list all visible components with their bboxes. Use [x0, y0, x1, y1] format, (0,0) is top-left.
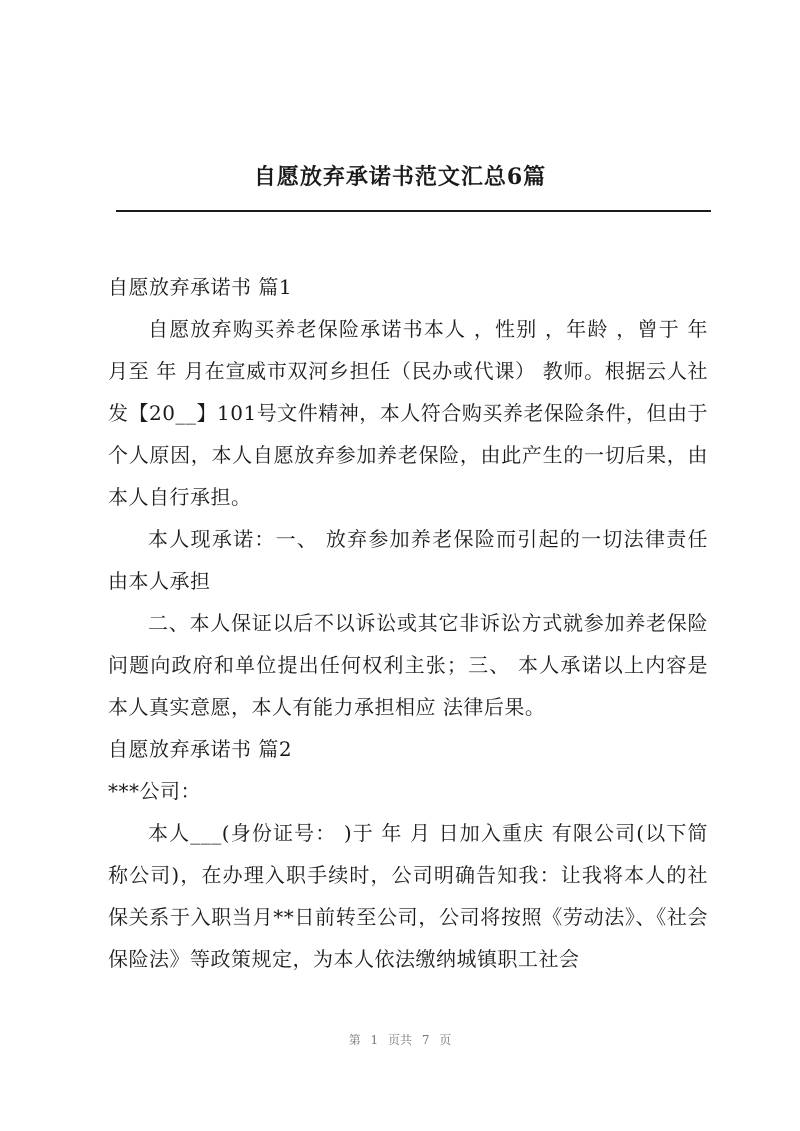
- page-number: 第 1 页共 7 页: [348, 1033, 452, 1047]
- paragraph-3: 二、本人保证以后不以诉讼或其它非诉讼方式就参加养老保险问题向政府和单位提出任何权利主张；三、 本人承诺以上内容是本人真实意愿，本人有能力承担相应 法律后果。: [108, 611, 708, 719]
- salutation: ***公司：: [108, 779, 201, 803]
- document-body: [108, 266, 708, 980]
- paragraph-2: 本人现承诺：一、 放弃参加养老保险而引起的一切法律责任由本人承担: [108, 527, 708, 593]
- paragraph-4: 本人___(身份证号： )于 年 月 日加入重庆 有限公司(以下简称公司)，在办理入职手续时，公司明确告知我：让我将本人的社保关系于入职当月**日前转至公司，公司将按照《劳动法》、《社会保险法》等政策规定，为本人依法缴纳城镇职工社会: [108, 821, 708, 971]
- section-heading-2: 自愿放弃承诺书 篇2: [108, 737, 293, 761]
- section-heading-1: 自愿放弃承诺书 篇1: [108, 275, 293, 299]
- title-divider: [116, 210, 711, 212]
- document-title: 自愿放弃承诺书范文汇总6篇: [253, 164, 547, 190]
- paragraph-1: 自愿放弃购买养老保险承诺书本人 ，性别 ，年龄 ，曾于 年 月至 年 月在宣威市双河乡担任（民办或代课） 教师。根据云人社发【20__】101号文件精神，本人符合购买养老保险条件，但由于个人原因，本人自愿放弃参加养老保险，由此产生的一切后果，由本人自行承担。: [108, 317, 708, 509]
